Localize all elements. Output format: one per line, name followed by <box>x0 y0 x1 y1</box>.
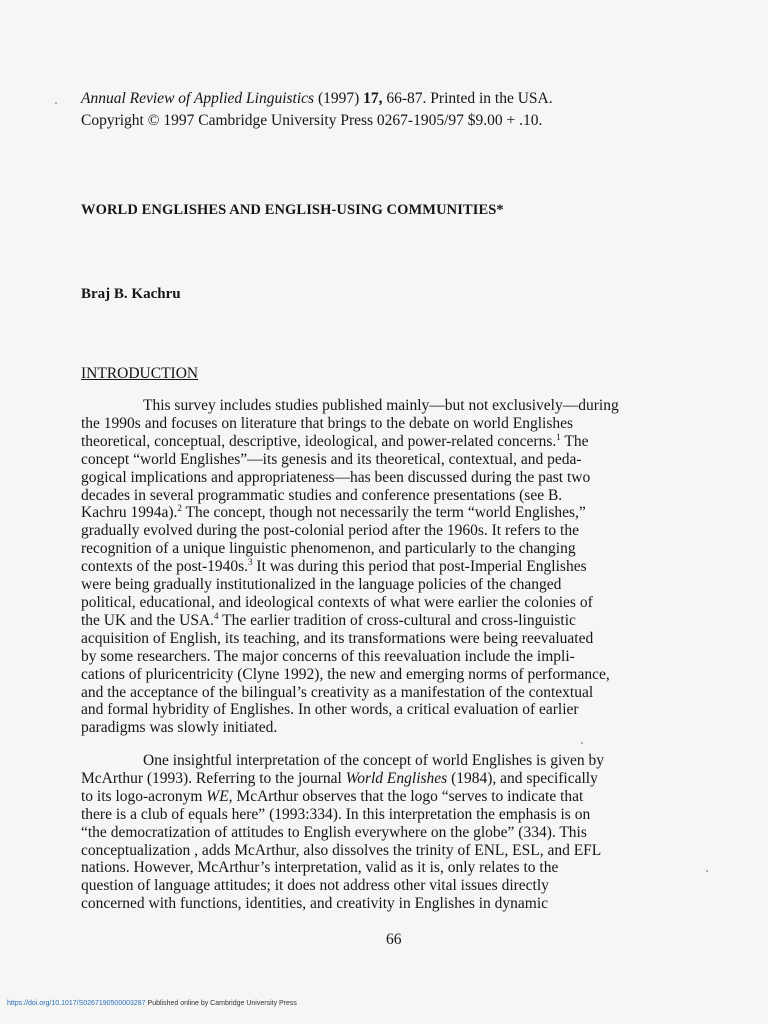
text-line: One insightful interpretation of the concept of world Englishes is given by <box>143 752 605 769</box>
text-line: This survey includes studies published mainly—but not exclusively—during <box>143 397 619 414</box>
paragraph-1 <box>81 397 707 737</box>
text-line: “the democratization of attitudes to English everywhere on the globe” (334). This <box>81 823 587 841</box>
publisher-note: Published online by Cambridge University Press <box>145 1000 297 1007</box>
paragraph-2 <box>81 752 707 913</box>
journal-volume: 17, <box>363 90 383 107</box>
text-line: there is a club of equals here” (1993:334). In this interpretation the emphasis is on <box>81 805 591 823</box>
text-line: conceptualization , adds McArthur, also dissolves the trinity of ENL, ESL, and EFL <box>81 841 602 859</box>
text-line: the UK and the USA.$^4$ The earlier tradition of cross-cultural and cross-linguistic <box>81 610 576 629</box>
article-author: Braj B. Kachru <box>81 286 181 302</box>
text-line: and formal hybridity of Englishes. In other words, a critical evaluation of earlier <box>81 701 579 719</box>
text-line: paradigms was slowly initiated. <box>81 719 278 737</box>
text-line: by some researchers. The major concerns of this reevaluation include the impli- <box>81 647 575 665</box>
logo-acronym: WE <box>206 787 229 805</box>
text-line: contexts of the post-1940s.$^3$ It was during this period that post-Imperial Englishes <box>81 557 587 576</box>
journal-reference: World Englishes <box>345 769 448 787</box>
text-line: concerned with functions, identities, and creativity in Englishes in dynamic <box>81 895 549 913</box>
footnote-marker[interactable]: 4 <box>214 610 219 621</box>
text-line: theoretical, conceptual, descriptive, ideological, and power-related concerns.$^1$ The <box>81 431 589 450</box>
copyright-line: Copyright © 1997 Cambridge University Press 0267-1905/97 $9.00 + .10. <box>81 112 543 129</box>
footnote-marker[interactable]: 2 <box>177 503 182 514</box>
footnote-marker[interactable]: 3 <box>248 557 253 568</box>
text-line: McArthur (1993). Referring to the journal World Englishes (1984), and specifically <box>81 769 598 787</box>
text-line: political, educational, and ideological contexts of what were earlier the colonies of <box>81 593 593 611</box>
scan-speck <box>706 870 708 872</box>
text-line: and the acceptance of the bilingual’s creativity as a manifestation of the contextual <box>81 683 594 701</box>
section-heading: INTRODUCTION <box>81 365 199 382</box>
text-line: gradually evolved during the post-colonial period after the 1960s. It refers to the <box>81 522 579 540</box>
text-line: nations. However, McArthur’s interpretation, valid as it is, only relates to the <box>81 859 559 877</box>
text-line: concept “world Englishes”—its genesis and its theoretical, contextual, and peda- <box>81 450 582 468</box>
scan-speck <box>55 102 57 104</box>
citation-line <box>81 88 701 110</box>
text-line: decades in several programmatic studies and conference presentations (see B. <box>81 486 563 504</box>
text-line: cations of pluricentricity (Clyne 1992), the new and emerging norms of performance, <box>81 665 610 683</box>
text-line: acquisition of English, its teaching, and its transformations were being reevaluated <box>81 629 594 647</box>
scan-speck <box>581 742 583 744</box>
journal-pages: 66-87. Printed in the USA. <box>386 90 553 107</box>
page-number: 66 <box>386 931 402 948</box>
journal-header <box>81 88 701 132</box>
journal-name: Annual Review of Applied Linguistics <box>81 90 315 107</box>
text-line: gogical implications and appropriateness—has been discussed during the past two <box>81 468 591 486</box>
text-line: recognition of a unique linguistic phenomenon, and particularly to the changing <box>81 540 576 558</box>
text-line: were being gradually institutionalized in the language policies of the changed <box>81 576 562 594</box>
text-line: the 1990s and focuses on literature that brings to the debate on world Englishes <box>81 414 574 432</box>
text-line: question of language attitudes; it does not address other vital issues directly <box>81 877 549 895</box>
journal-year: (1997) <box>317 90 360 107</box>
footnote-marker[interactable]: 1 <box>556 431 561 442</box>
article-title: WORLD ENGLISHES AND ENGLISH-USING COMMUNITIES* <box>81 202 504 218</box>
text-line: Kachru 1994a).$^2$ The concept, though not necessarily the term “world Englishes,” <box>81 503 586 522</box>
doi-link[interactable]: https://doi.org/10.1017/S0267190500003287 <box>7 1000 146 1007</box>
page-footer <box>7 1000 297 1007</box>
text-line: to its logo-acronym WE, McArthur observes that the logo “serves to indicate that <box>81 787 584 805</box>
